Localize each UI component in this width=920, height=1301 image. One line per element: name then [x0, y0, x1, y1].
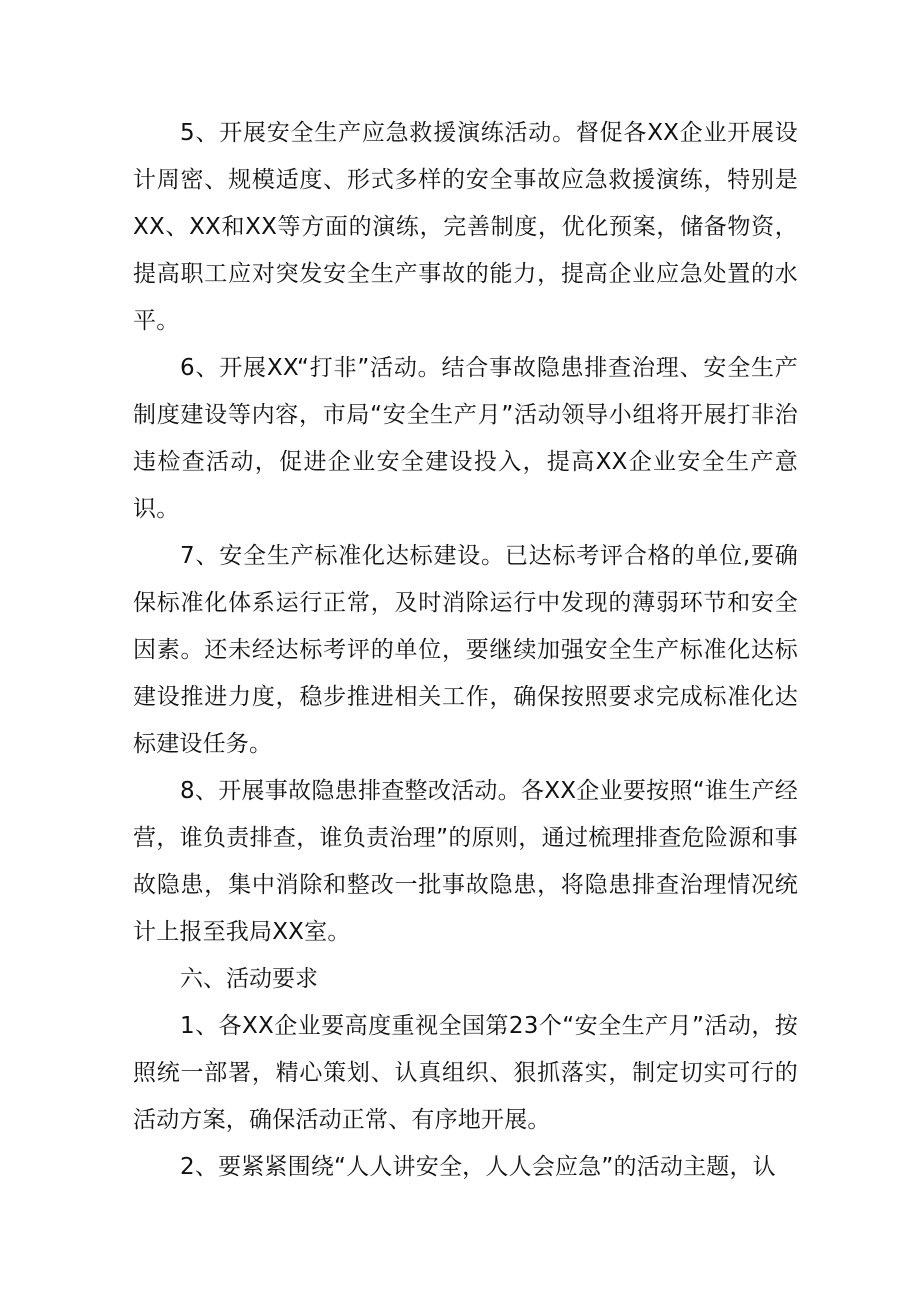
document-body	[133, 110, 798, 1191]
paragraph-item-7: 7、安全生产标准化达标建设。已达标考评合格的单位,要确保标准化体系运行正常，及时消除运行中发现的薄弱环节和安全因素。还未经达标考评的单位，要继续加强安全生产标准化达标建设推进力度，稳步推进相关工作，确保按照要求完成标准化达标建设任务。	[133, 543, 798, 757]
requirement-item-1: 1、各XX企业要高度重视全国第23个“安全生产月”活动，按照统一部署，精心策划、认真组织、狠抓落实，制定切实可行的活动方案，确保活动正常、有序地开展。	[133, 1013, 798, 1133]
section-heading-requirements: 六、活动要求	[180, 966, 318, 992]
requirement-item-2: 2、要紧紧围绕“人人讲安全，人人会应急”的活动主题，认	[180, 1154, 776, 1180]
paragraph-item-5: 5、开展安全生产应急救援演练活动。督促各XX企业开展设计周密、规模适度、形式多样的安全事故应急救援演练，特别是XX、XX和XX等方面的演练，完善制度，优化预案，储备物资，提高职工应对突发安全生产事故的能力，提高企业应急处置的水平。	[133, 120, 798, 334]
paragraph-item-6: 6、开展XX“打非”活动。结合事故隐患排查治理、安全生产制度建设等内容，市局“安全生产月”活动领导小组将开展打非治违检查活动，促进企业安全建设投入，提高XX企业安全生产意识。	[133, 355, 798, 522]
paragraph-item-8: 8、开展事故隐患排查整改活动。各XX企业要按照“谁生产经营，谁负责排查，谁负责治理”的原则，通过梳理排查危险源和事故隐患，集中消除和整改一批事故隐患，将隐患排查治理情况统计上报至我局XX室。	[133, 778, 798, 945]
